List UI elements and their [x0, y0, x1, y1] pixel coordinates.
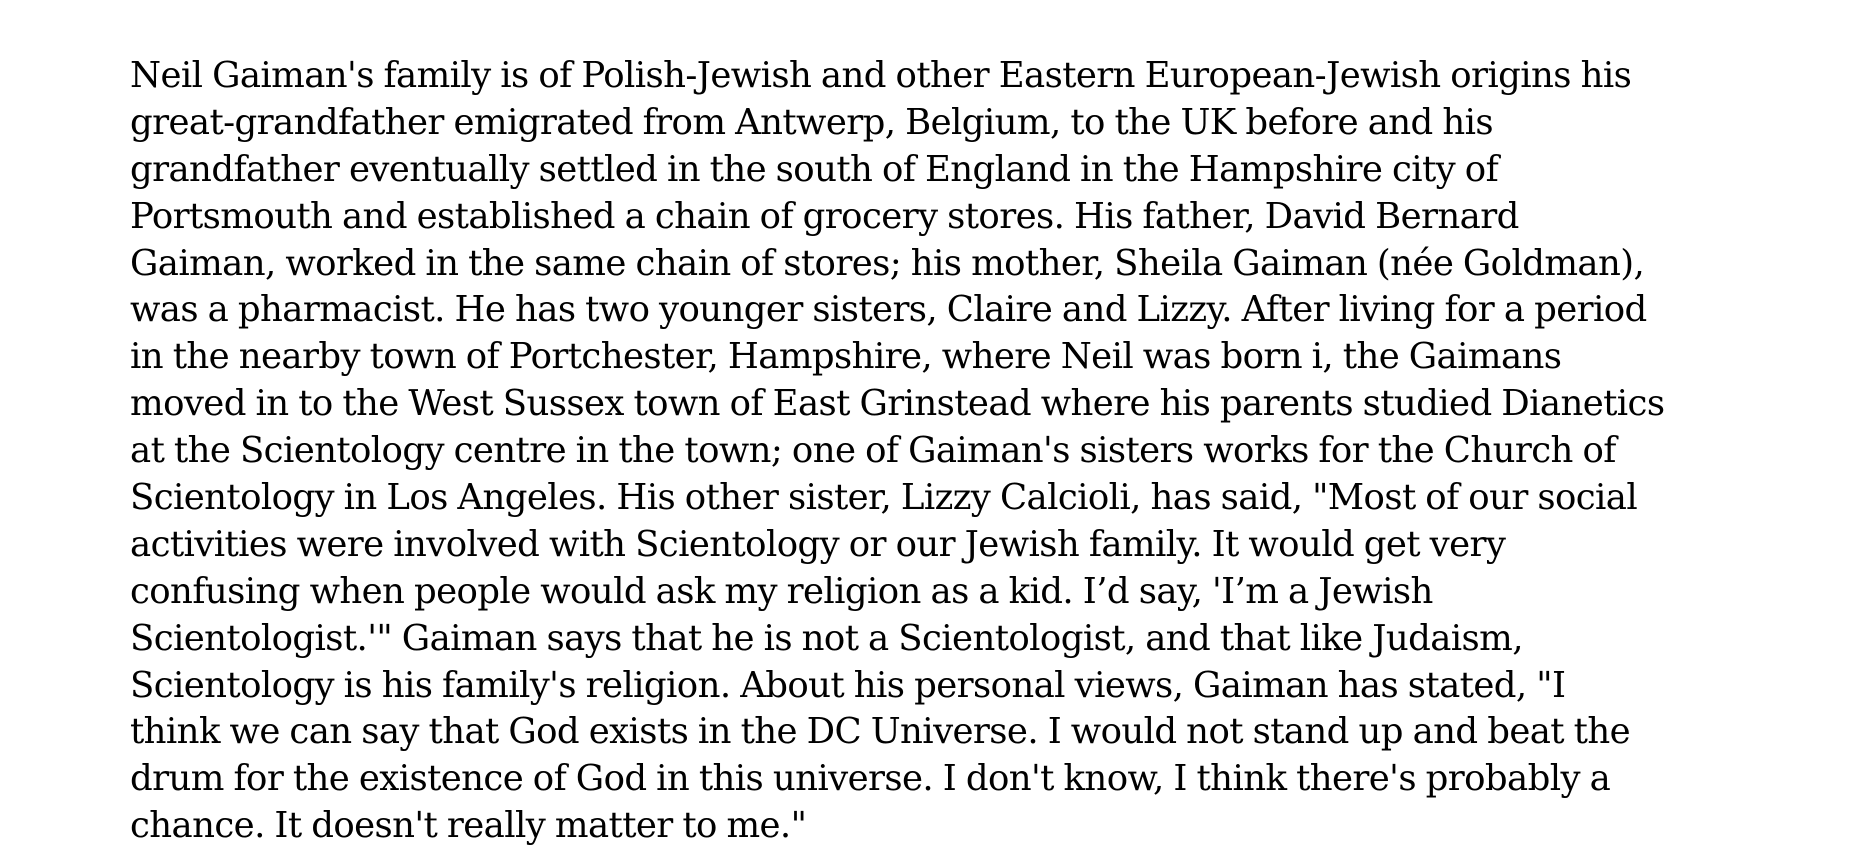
text-line: great-grandfather emigrated from Antwerp, Belgium, to the UK before and his [130, 101, 1493, 143]
text-line: confusing when people would ask my religion as a kid. I’d say, 'I’m a Jewish [130, 570, 1433, 612]
text-line: drum for the existence of God in this universe. I don't know, I think there's probably a [130, 758, 1611, 800]
text-line: Neil Gaiman's family is of Polish-Jewish and other Eastern European-Jewish origins his [130, 55, 1632, 96]
text-line: at the Scientology centre in the town; one of Gaiman's sisters works for the Church of [130, 430, 1616, 472]
text-line: activities were involved with Scientology or our Jewish family. It would get very [130, 523, 1506, 565]
text-line: Scientology is his family's religion. About his personal views, Gaiman has stated, "I [130, 664, 1566, 706]
text-line: Scientologist.'" Gaiman says that he is not a Scientologist, and that like Judaism, [130, 617, 1523, 659]
text-line: was a pharmacist. He has two younger sisters, Claire and Lizzy. After living for a period [130, 289, 1647, 331]
body-paragraph [130, 53, 1664, 850]
text-line: Portsmouth and established a chain of grocery stores. His father, David Bernard [130, 195, 1519, 237]
text-line: moved in to the West Sussex town of East Grinstead where his parents studied Dianetics [130, 383, 1665, 425]
text-line: think we can say that God exists in the DC Universe. I would not stand up and beat the [130, 711, 1630, 753]
text-line: Gaiman, worked in the same chain of stores; his mother, Sheila Gaiman (née Goldman), [130, 242, 1645, 284]
text-line: grandfather eventually settled in the south of England in the Hampshire city of [130, 148, 1499, 190]
text-line: Scientology in Los Angeles. His other sister, Lizzy Calcioli, has said, "Most of our social [130, 477, 1638, 519]
text-line: chance. It doesn't really matter to me." [130, 805, 807, 847]
text-line: in the nearby town of Portchester, Hampshire, where Neil was born i, the Gaimans [130, 336, 1562, 378]
